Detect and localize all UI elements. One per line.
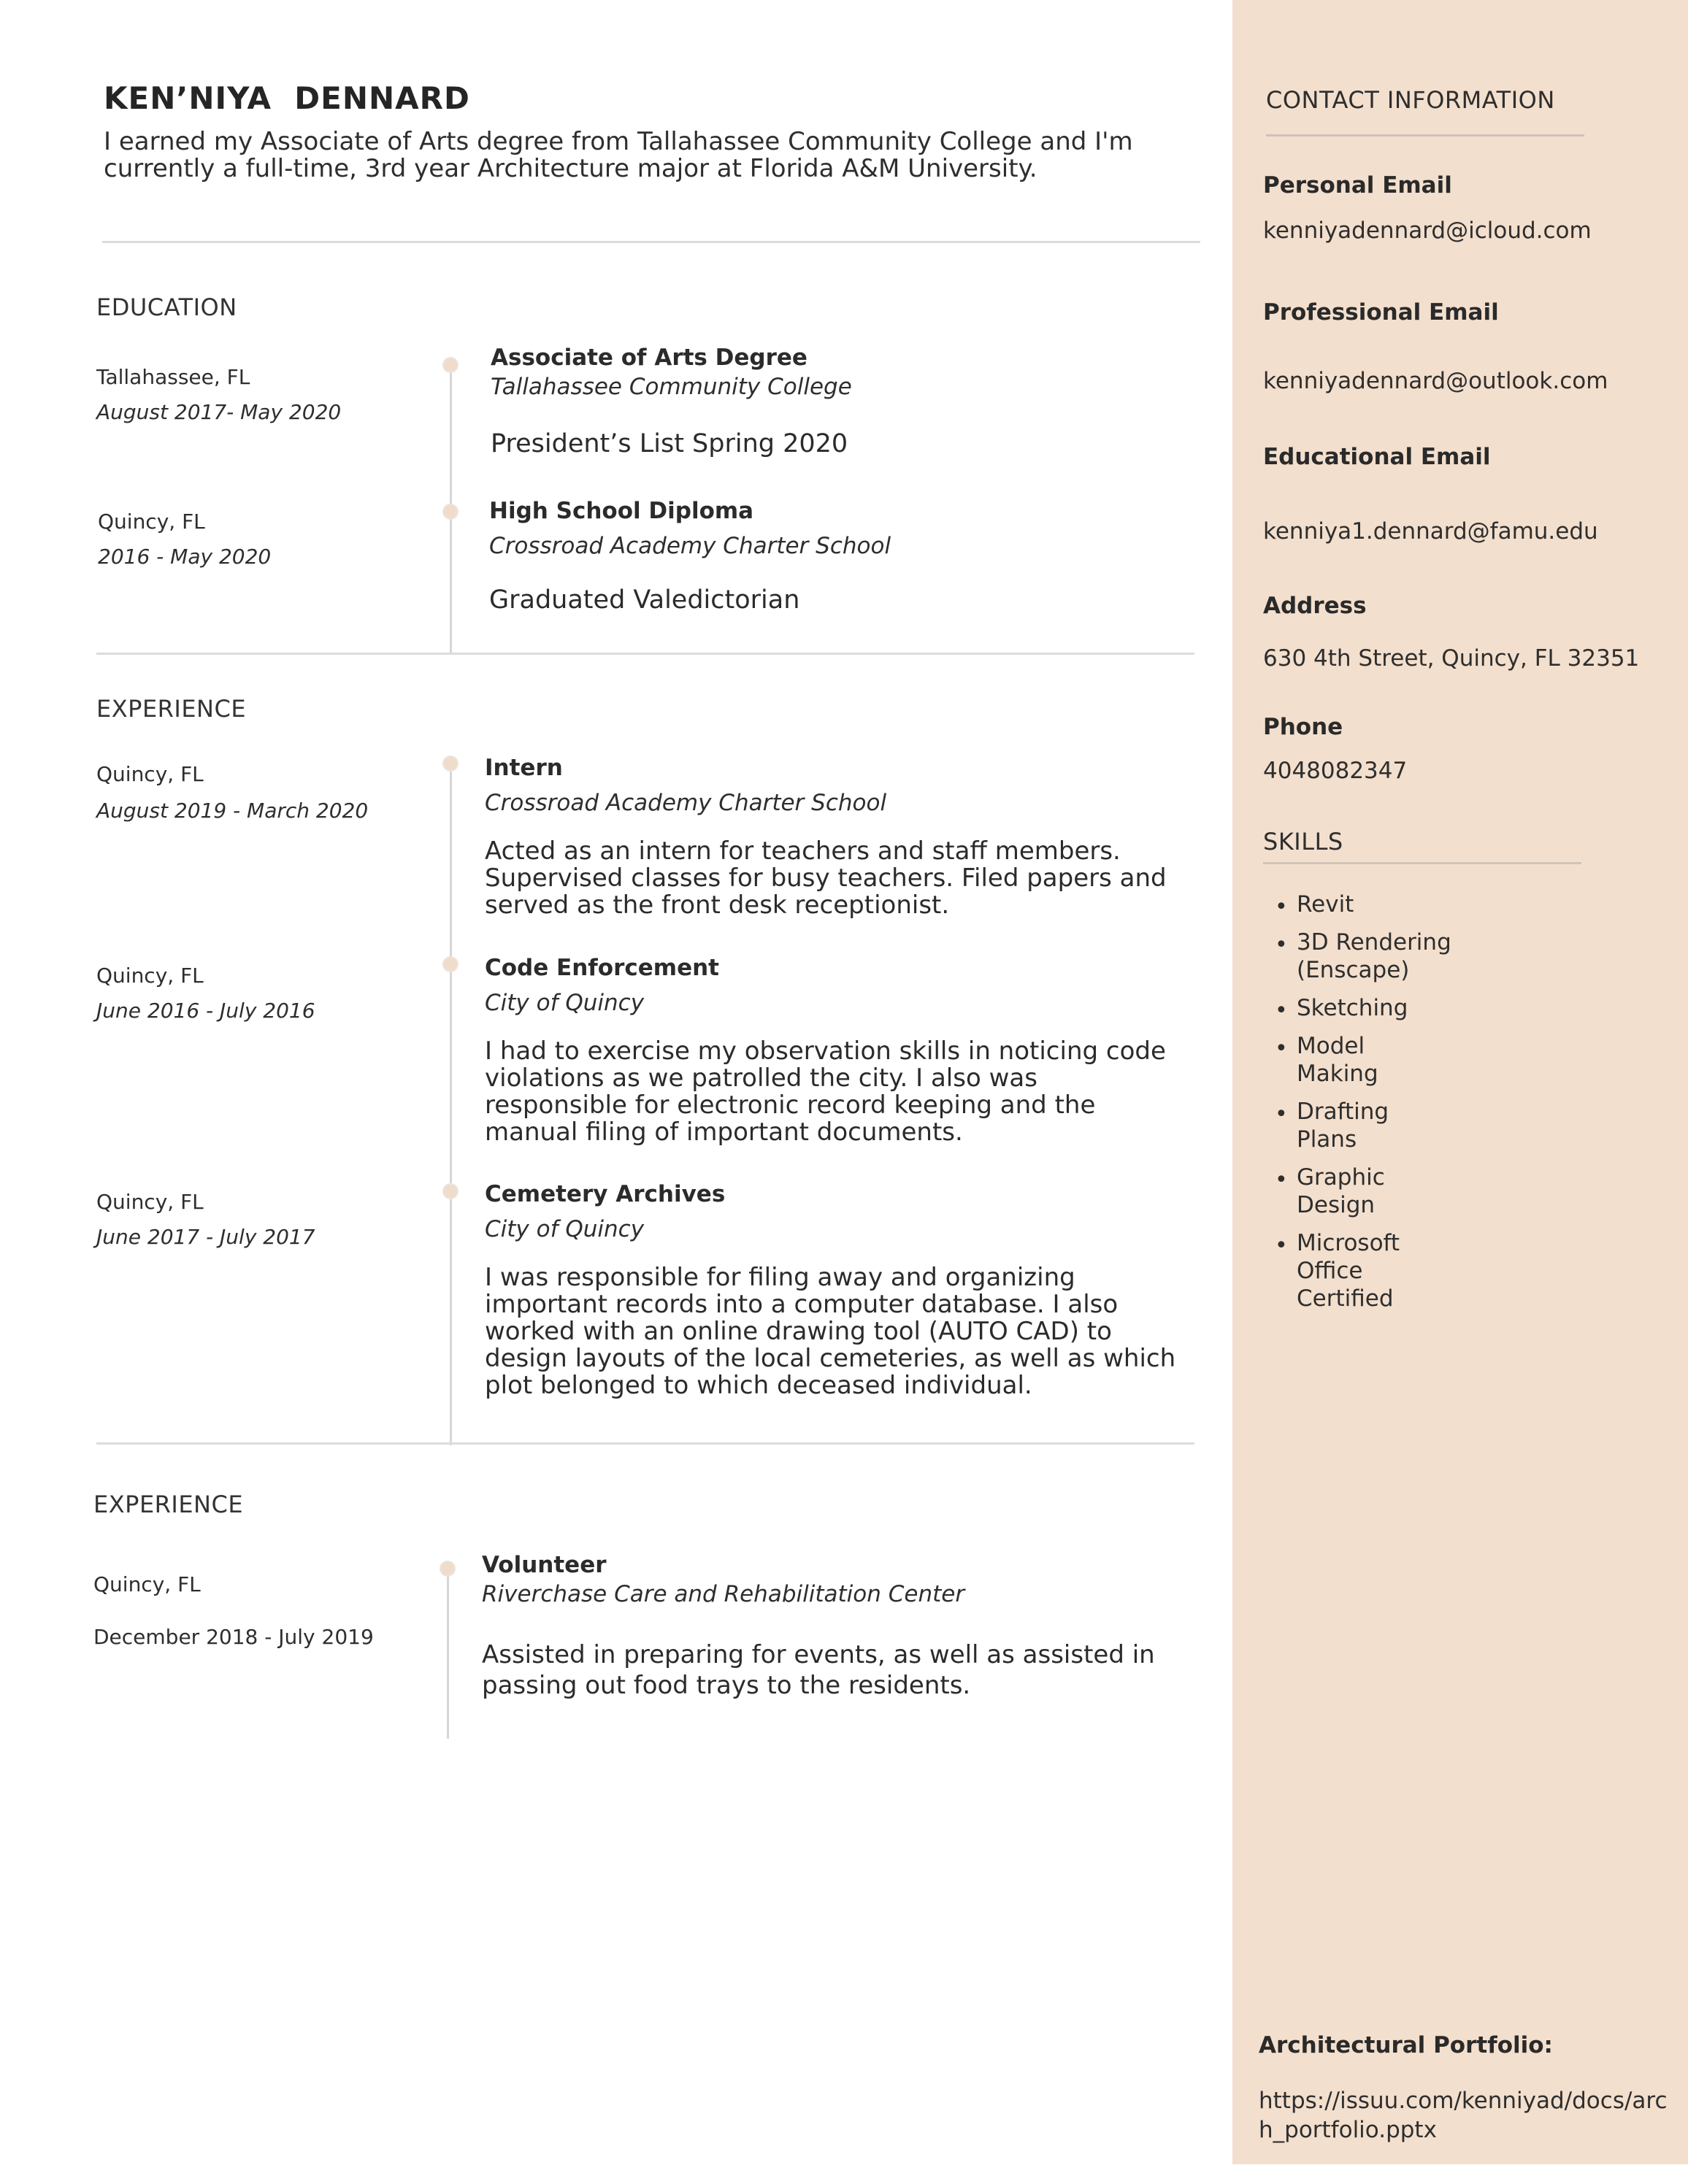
volunteer-1-title: Volunteer [482, 1552, 607, 1578]
education-2-note: Graduated Valedictorian [489, 585, 800, 615]
skill-item: • Sketching [1275, 995, 1408, 1023]
volunteer-1-org: Riverchase Care and Rehabilitation Center [482, 1581, 965, 1607]
portfolio-label: Architectural Portfolio: [1259, 2032, 1553, 2058]
experience-2-title: Code Enforcement [485, 955, 719, 981]
address-label: Address [1263, 593, 1367, 619]
volunteer-timeline [447, 1561, 449, 1739]
experience-3-org: City of Quincy [485, 1216, 645, 1242]
contact-heading: CONTACT INFORMATION [1266, 86, 1555, 114]
contact-divider [1266, 134, 1584, 136]
timeline-dot [444, 505, 457, 518]
timeline-dot [444, 358, 457, 372]
timeline-dot [444, 958, 457, 971]
education-2-title: High School Diploma [489, 498, 754, 524]
personal-email-value[interactable]: kenniyadennard@icloud.com [1263, 218, 1592, 244]
experience-1-location: Quincy, FL [96, 762, 204, 786]
education-1-title: Associate of Arts Degree [491, 345, 807, 371]
experience-2-org: City of Quincy [485, 990, 645, 1016]
phone-value[interactable]: 4048082347 [1263, 758, 1408, 784]
experience-2-location: Quincy, FL [96, 964, 204, 988]
summary-text: I earned my Associate of Arts degree from Tallahassee Community College and I'm currently a full-time, 3rd year Architecture major at Florida A&M University. [104, 127, 1133, 183]
education-2-location: Quincy, FL [98, 510, 205, 534]
experience-1-title: Intern [485, 755, 563, 781]
education-1-dates: August 2017- May 2020 [96, 400, 342, 424]
professional-email-value[interactable]: kenniyadennard@outlook.com [1263, 368, 1608, 394]
header-divider [102, 241, 1200, 243]
skill-item: • Graphic Design [1275, 1164, 1385, 1218]
resume-name: KEN’NIYA DENNARD [104, 80, 470, 116]
education-1-location: Tallahassee, FL [96, 365, 250, 389]
experience-3-desc: I was responsible for filing away and organizing important records into a computer database. I also worked with an online drawing tool (AUTO CAD) to design layouts of the local cemeteries, as well as which plot belonged to which deceased individual. [485, 1263, 1176, 1400]
volunteer-1-dates: December 2018 - July 2019 [93, 1625, 374, 1649]
volunteer-heading: EXPERIENCE [93, 1491, 244, 1518]
experience-2-dates: June 2016 - July 2016 [96, 999, 315, 1023]
skill-item: • 3D Rendering (Enscape) [1275, 929, 1451, 983]
experience-1-desc: Acted as an intern for teachers and staff members. Supervised classes for busy teachers. Filed papers and served as the front desk receptionist. [485, 837, 1167, 920]
skill-item: • Model Making [1275, 1033, 1378, 1087]
education-2-org: Crossroad Academy Charter School [489, 533, 891, 559]
volunteer-1-location: Quincy, FL [93, 1572, 201, 1596]
timeline-dot [441, 1562, 454, 1575]
skills-list [1263, 891, 1453, 1323]
experience-1-org: Crossroad Academy Charter School [485, 790, 887, 816]
skill-item: • Microsoft Office Certified [1275, 1230, 1400, 1312]
phone-label: Phone [1263, 714, 1343, 740]
experience-1-dates: August 2019 - March 2020 [96, 799, 369, 823]
timeline-dot [444, 757, 457, 770]
skill-item: • Drafting Plans [1275, 1099, 1389, 1153]
education-2-dates: 2016 - May 2020 [98, 545, 272, 569]
education-1-note: President’s List Spring 2020 [491, 429, 848, 458]
experience-timeline [450, 758, 452, 1445]
section-divider [96, 1442, 1194, 1445]
skills-heading: SKILLS [1263, 828, 1343, 855]
education-heading: EDUCATION [96, 293, 237, 321]
experience-3-location: Quincy, FL [96, 1190, 204, 1214]
experience-3-dates: June 2017 - July 2017 [96, 1225, 315, 1249]
skill-item: • Revit [1275, 891, 1354, 920]
educational-email-label: Educational Email [1263, 444, 1491, 470]
education-1-org: Tallahassee Community College [491, 374, 852, 400]
professional-email-label: Professional Email [1263, 299, 1499, 326]
experience-2-desc: I had to exercise my observation skills in noticing code violations as we patrolled the city. I also was responsible for electronic record keeping and the manual filing of important documents. [485, 1037, 1166, 1147]
skills-divider [1263, 862, 1581, 864]
portfolio-link[interactable]: https://issuu.com/kenniyad/docs/arch_portfolio.pptx [1259, 2088, 1668, 2143]
experience-3-title: Cemetery Archives [485, 1181, 726, 1207]
address-value: 630 4th Street, Quincy, FL 32351 [1263, 645, 1640, 672]
volunteer-1-desc: Assisted in preparing for events, as well as assisted in passing out food trays to the residents. [482, 1640, 1155, 1700]
experience-heading: EXPERIENCE [96, 695, 247, 723]
section-divider [96, 653, 1194, 655]
educational-email-value[interactable]: kenniya1.dennard@famu.edu [1263, 518, 1598, 545]
timeline-dot [444, 1185, 457, 1198]
personal-email-label: Personal Email [1263, 172, 1452, 199]
